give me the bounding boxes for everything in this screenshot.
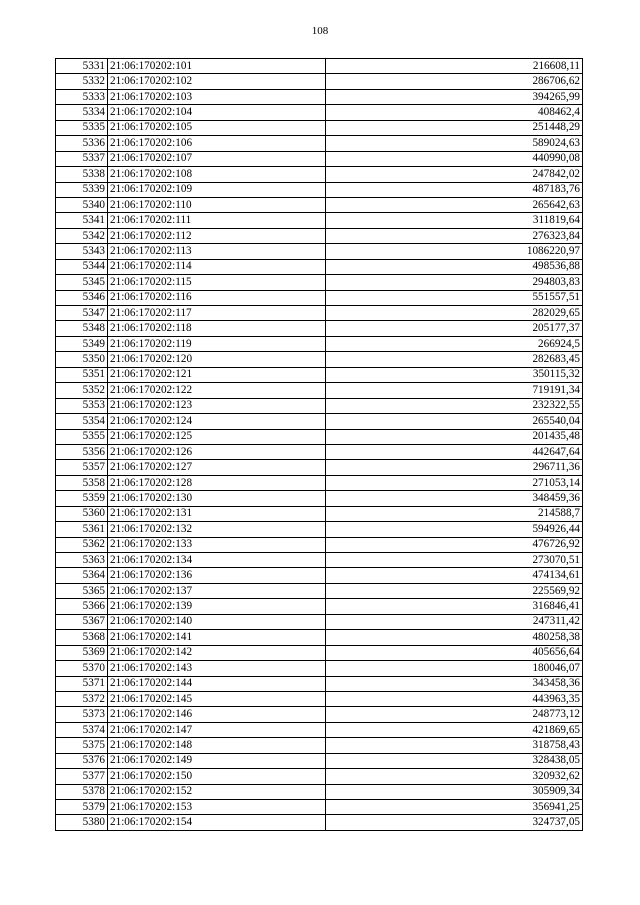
row-number-cell: 5342 [56, 228, 108, 243]
table-row [56, 800, 583, 815]
table-row [56, 784, 583, 799]
row-number-cell: 5351 [56, 367, 108, 382]
value-cell: 311819,64 [326, 213, 583, 228]
value-cell: 1086220,97 [326, 244, 583, 259]
table-row [56, 815, 583, 830]
cadastral-number-cell: 21:06:170202:143 [108, 661, 326, 676]
row-number-cell: 5365 [56, 583, 108, 598]
row-number-cell: 5341 [56, 213, 108, 228]
table-row [56, 661, 583, 676]
row-number-cell: 5344 [56, 259, 108, 274]
cadastral-number-cell: 21:06:170202:136 [108, 568, 326, 583]
cadastral-number-cell: 21:06:170202:113 [108, 244, 326, 259]
row-number-cell: 5360 [56, 506, 108, 521]
cadastral-number-cell: 21:06:170202:137 [108, 583, 326, 598]
table-row [56, 336, 583, 351]
table-row [56, 753, 583, 768]
row-number-cell: 5363 [56, 553, 108, 568]
cadastral-number-cell: 21:06:170202:106 [108, 136, 326, 151]
cadastral-number-cell: 21:06:170202:127 [108, 460, 326, 475]
cadastral-number-cell: 21:06:170202:152 [108, 784, 326, 799]
row-number-cell: 5378 [56, 784, 108, 799]
value-cell: 440990,08 [326, 151, 583, 166]
cadastral-number-cell: 21:06:170202:101 [108, 59, 326, 74]
table-row [56, 769, 583, 784]
table-row [56, 167, 583, 182]
value-cell: 394265,99 [326, 89, 583, 104]
value-cell: 266924,5 [326, 336, 583, 351]
value-cell: 343458,36 [326, 676, 583, 691]
value-cell: 276323,84 [326, 228, 583, 243]
table-row [56, 182, 583, 197]
cadastral-number-cell: 21:06:170202:142 [108, 645, 326, 660]
value-cell: 265540,04 [326, 414, 583, 429]
cadastral-number-cell: 21:06:170202:116 [108, 290, 326, 305]
value-cell: 719191,34 [326, 383, 583, 398]
table-row [56, 599, 583, 614]
table-row [56, 522, 583, 537]
row-number-cell: 5350 [56, 352, 108, 367]
row-number-cell: 5369 [56, 645, 108, 660]
value-cell: 324737,05 [326, 815, 583, 830]
table-row [56, 444, 583, 459]
value-cell: 201435,48 [326, 429, 583, 444]
value-cell: 216608,11 [326, 59, 583, 74]
cadastral-number-cell: 21:06:170202:125 [108, 429, 326, 444]
row-number-cell: 5334 [56, 105, 108, 120]
cadastral-number-cell: 21:06:170202:123 [108, 398, 326, 413]
cadastral-number-cell: 21:06:170202:134 [108, 553, 326, 568]
row-number-cell: 5361 [56, 522, 108, 537]
value-cell: 251448,29 [326, 120, 583, 135]
cadastral-number-cell: 21:06:170202:139 [108, 599, 326, 614]
table-row [56, 722, 583, 737]
value-cell: 594926,44 [326, 522, 583, 537]
table-row [56, 568, 583, 583]
row-number-cell: 5371 [56, 676, 108, 691]
value-cell: 305909,34 [326, 784, 583, 799]
table-row [56, 352, 583, 367]
value-cell: 421869,65 [326, 722, 583, 737]
row-number-cell: 5367 [56, 614, 108, 629]
table-row [56, 228, 583, 243]
row-number-cell: 5339 [56, 182, 108, 197]
cadastral-number-cell: 21:06:170202:154 [108, 815, 326, 830]
table-row [56, 676, 583, 691]
cadastral-number-cell: 21:06:170202:105 [108, 120, 326, 135]
value-cell: 247311,42 [326, 614, 583, 629]
row-number-cell: 5379 [56, 800, 108, 815]
cadastral-number-cell: 21:06:170202:131 [108, 506, 326, 521]
table-row [56, 89, 583, 104]
value-cell: 476726,92 [326, 537, 583, 552]
row-number-cell: 5353 [56, 398, 108, 413]
table-row [56, 59, 583, 74]
value-cell: 180046,07 [326, 661, 583, 676]
cadastral-number-cell: 21:06:170202:126 [108, 444, 326, 459]
cadastral-number-cell: 21:06:170202:119 [108, 336, 326, 351]
row-number-cell: 5377 [56, 769, 108, 784]
table-row [56, 398, 583, 413]
page-number: 108 [311, 25, 329, 37]
row-number-cell: 5364 [56, 568, 108, 583]
value-cell: 487183,76 [326, 182, 583, 197]
table-row [56, 367, 583, 382]
table-row [56, 290, 583, 305]
table-body [56, 59, 583, 831]
row-number-cell: 5332 [56, 74, 108, 89]
table-row [56, 707, 583, 722]
row-number-cell: 5358 [56, 475, 108, 490]
cadastral-number-cell: 21:06:170202:115 [108, 275, 326, 290]
row-number-cell: 5343 [56, 244, 108, 259]
table-row [56, 136, 583, 151]
data-table [55, 58, 583, 831]
cadastral-number-cell: 21:06:170202:141 [108, 630, 326, 645]
value-cell: 318758,43 [326, 738, 583, 753]
value-cell: 282683,45 [326, 352, 583, 367]
value-cell: 271053,14 [326, 475, 583, 490]
row-number-cell: 5335 [56, 120, 108, 135]
value-cell: 350115,32 [326, 367, 583, 382]
row-number-cell: 5356 [56, 444, 108, 459]
table-row [56, 506, 583, 521]
value-cell: 405656,64 [326, 645, 583, 660]
row-number-cell: 5374 [56, 722, 108, 737]
row-number-cell: 5362 [56, 537, 108, 552]
cadastral-number-cell: 21:06:170202:110 [108, 197, 326, 212]
table-row [56, 244, 583, 259]
table-row [56, 105, 583, 120]
table-row [56, 414, 583, 429]
value-cell: 356941,25 [326, 800, 583, 815]
row-number-cell: 5352 [56, 383, 108, 398]
value-cell: 296711,36 [326, 460, 583, 475]
row-number-cell: 5346 [56, 290, 108, 305]
row-number-cell: 5368 [56, 630, 108, 645]
value-cell: 408462,4 [326, 105, 583, 120]
value-cell: 232322,55 [326, 398, 583, 413]
row-number-cell: 5340 [56, 197, 108, 212]
cadastral-number-cell: 21:06:170202:121 [108, 367, 326, 382]
value-cell: 282029,65 [326, 306, 583, 321]
row-number-cell: 5375 [56, 738, 108, 753]
value-cell: 205177,37 [326, 321, 583, 336]
table-row [56, 738, 583, 753]
cadastral-number-cell: 21:06:170202:133 [108, 537, 326, 552]
value-cell: 442647,64 [326, 444, 583, 459]
cadastral-number-cell: 21:06:170202:130 [108, 491, 326, 506]
row-number-cell: 5338 [56, 167, 108, 182]
cadastral-number-cell: 21:06:170202:118 [108, 321, 326, 336]
value-cell: 265642,63 [326, 197, 583, 212]
value-cell: 328438,05 [326, 753, 583, 768]
cadastral-number-cell: 21:06:170202:148 [108, 738, 326, 753]
table-row [56, 691, 583, 706]
table-row [56, 74, 583, 89]
value-cell: 225569,92 [326, 583, 583, 598]
row-number-cell: 5336 [56, 136, 108, 151]
row-number-cell: 5354 [56, 414, 108, 429]
table-row [56, 553, 583, 568]
value-cell: 348459,36 [326, 491, 583, 506]
row-number-cell: 5380 [56, 815, 108, 830]
cadastral-number-cell: 21:06:170202:122 [108, 383, 326, 398]
value-cell: 320932,62 [326, 769, 583, 784]
cadastral-number-cell: 21:06:170202:128 [108, 475, 326, 490]
row-number-cell: 5372 [56, 691, 108, 706]
row-number-cell: 5348 [56, 321, 108, 336]
cadastral-number-cell: 21:06:170202:145 [108, 691, 326, 706]
cadastral-number-cell: 21:06:170202:108 [108, 167, 326, 182]
table-row [56, 460, 583, 475]
row-number-cell: 5347 [56, 306, 108, 321]
row-number-cell: 5366 [56, 599, 108, 614]
cadastral-number-cell: 21:06:170202:102 [108, 74, 326, 89]
table-row [56, 583, 583, 598]
table-row [56, 630, 583, 645]
cadastral-number-cell: 21:06:170202:147 [108, 722, 326, 737]
cadastral-number-cell: 21:06:170202:109 [108, 182, 326, 197]
cadastral-number-cell: 21:06:170202:107 [108, 151, 326, 166]
value-cell: 474134,61 [326, 568, 583, 583]
value-cell: 498536,88 [326, 259, 583, 274]
table-row [56, 383, 583, 398]
table-row [56, 614, 583, 629]
cadastral-number-cell: 21:06:170202:124 [108, 414, 326, 429]
table-row [56, 491, 583, 506]
value-cell: 214588,7 [326, 506, 583, 521]
table-row [56, 197, 583, 212]
table-row [56, 259, 583, 274]
row-number-cell: 5345 [56, 275, 108, 290]
table-row [56, 321, 583, 336]
value-cell: 248773,12 [326, 707, 583, 722]
cadastral-number-cell: 21:06:170202:112 [108, 228, 326, 243]
value-cell: 443963,35 [326, 691, 583, 706]
cadastral-number-cell: 21:06:170202:153 [108, 800, 326, 815]
row-number-cell: 5373 [56, 707, 108, 722]
value-cell: 273070,51 [326, 553, 583, 568]
table-row [56, 275, 583, 290]
table-row [56, 429, 583, 444]
table-row [56, 120, 583, 135]
cadastral-number-cell: 21:06:170202:117 [108, 306, 326, 321]
table-row [56, 213, 583, 228]
cadastral-number-cell: 21:06:170202:120 [108, 352, 326, 367]
cadastral-number-cell: 21:06:170202:140 [108, 614, 326, 629]
cadastral-number-cell: 21:06:170202:114 [108, 259, 326, 274]
row-number-cell: 5337 [56, 151, 108, 166]
cadastral-number-cell: 21:06:170202:104 [108, 105, 326, 120]
row-number-cell: 5357 [56, 460, 108, 475]
cadastral-number-cell: 21:06:170202:149 [108, 753, 326, 768]
row-number-cell: 5359 [56, 491, 108, 506]
table-row [56, 537, 583, 552]
row-number-cell: 5333 [56, 89, 108, 104]
row-number-cell: 5355 [56, 429, 108, 444]
value-cell: 286706,62 [326, 74, 583, 89]
cadastral-number-cell: 21:06:170202:146 [108, 707, 326, 722]
value-cell: 294803,83 [326, 275, 583, 290]
table-row [56, 475, 583, 490]
value-cell: 551557,51 [326, 290, 583, 305]
cadastral-number-cell: 21:06:170202:111 [108, 213, 326, 228]
table-row [56, 645, 583, 660]
value-cell: 589024,63 [326, 136, 583, 151]
row-number-cell: 5331 [56, 59, 108, 74]
value-cell: 480258,38 [326, 630, 583, 645]
table-row [56, 306, 583, 321]
value-cell: 247842,02 [326, 167, 583, 182]
row-number-cell: 5349 [56, 336, 108, 351]
value-cell: 316846,41 [326, 599, 583, 614]
cadastral-number-cell: 21:06:170202:150 [108, 769, 326, 784]
row-number-cell: 5370 [56, 661, 108, 676]
cadastral-number-cell: 21:06:170202:144 [108, 676, 326, 691]
cadastral-number-cell: 21:06:170202:103 [108, 89, 326, 104]
row-number-cell: 5376 [56, 753, 108, 768]
table-row [56, 151, 583, 166]
cadastral-number-cell: 21:06:170202:132 [108, 522, 326, 537]
